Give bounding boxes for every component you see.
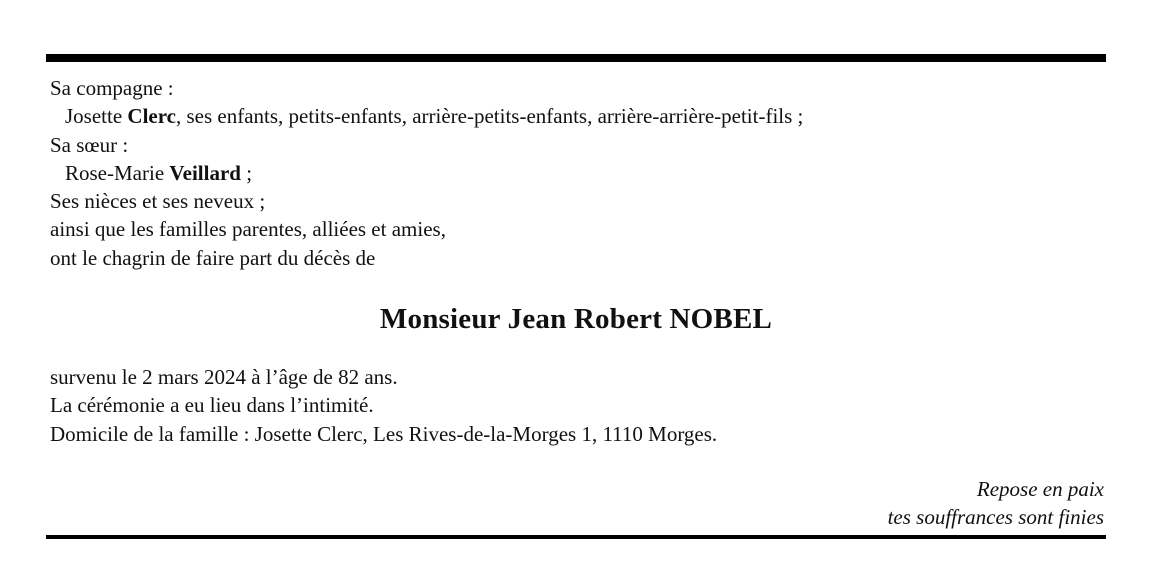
- bottom-rule: [46, 535, 1106, 539]
- soeur-line: [50, 159, 1106, 187]
- soeur-surname: Veillard: [169, 160, 241, 185]
- compagne-surname: Clerc: [127, 104, 176, 129]
- survenu-line: survenu le 2 mars 2024 à l’âge de 82 ans.: [50, 365, 398, 390]
- obituary-notice: [46, 54, 1106, 539]
- closing-verse: [46, 475, 1106, 532]
- ceremonie-line: La cérémonie a eu lieu dans l’intimité.: [50, 393, 374, 418]
- details-block: [46, 363, 1106, 448]
- label-compagne: Sa compagne :: [50, 76, 174, 100]
- closing-line-2: tes souffrances sont finies: [887, 505, 1104, 530]
- soeur-punct: ;: [240, 160, 253, 185]
- chagrin-line: ont le chagrin de faire part du décès de: [50, 245, 376, 270]
- nieces-line: Ses nièces et ses neveux ;: [50, 189, 266, 214]
- family-list: [46, 74, 1106, 272]
- soeur-first-name: Rose-Marie: [65, 160, 170, 185]
- closing-line-1: Repose en paix: [976, 476, 1104, 501]
- top-rule: [46, 54, 1106, 62]
- compagne-line: [50, 102, 1106, 130]
- domicile-line: Domicile de la famille : Josette Clerc, Les Rives-de-la-Morges 1, 1110 Morges.: [50, 421, 718, 446]
- compagne-first-name: Josette: [65, 104, 128, 129]
- deceased-name: Monsieur Jean Robert NOBEL: [379, 303, 773, 336]
- familles-line: ainsi que les familles parentes, alliées et amies,: [50, 217, 446, 242]
- label-soeur: Sa sœur :: [50, 132, 129, 157]
- compagne-descendants: , ses enfants, petits-enfants, arrière-petits-enfants, arrière-arrière-petit-fils ;: [176, 104, 804, 129]
